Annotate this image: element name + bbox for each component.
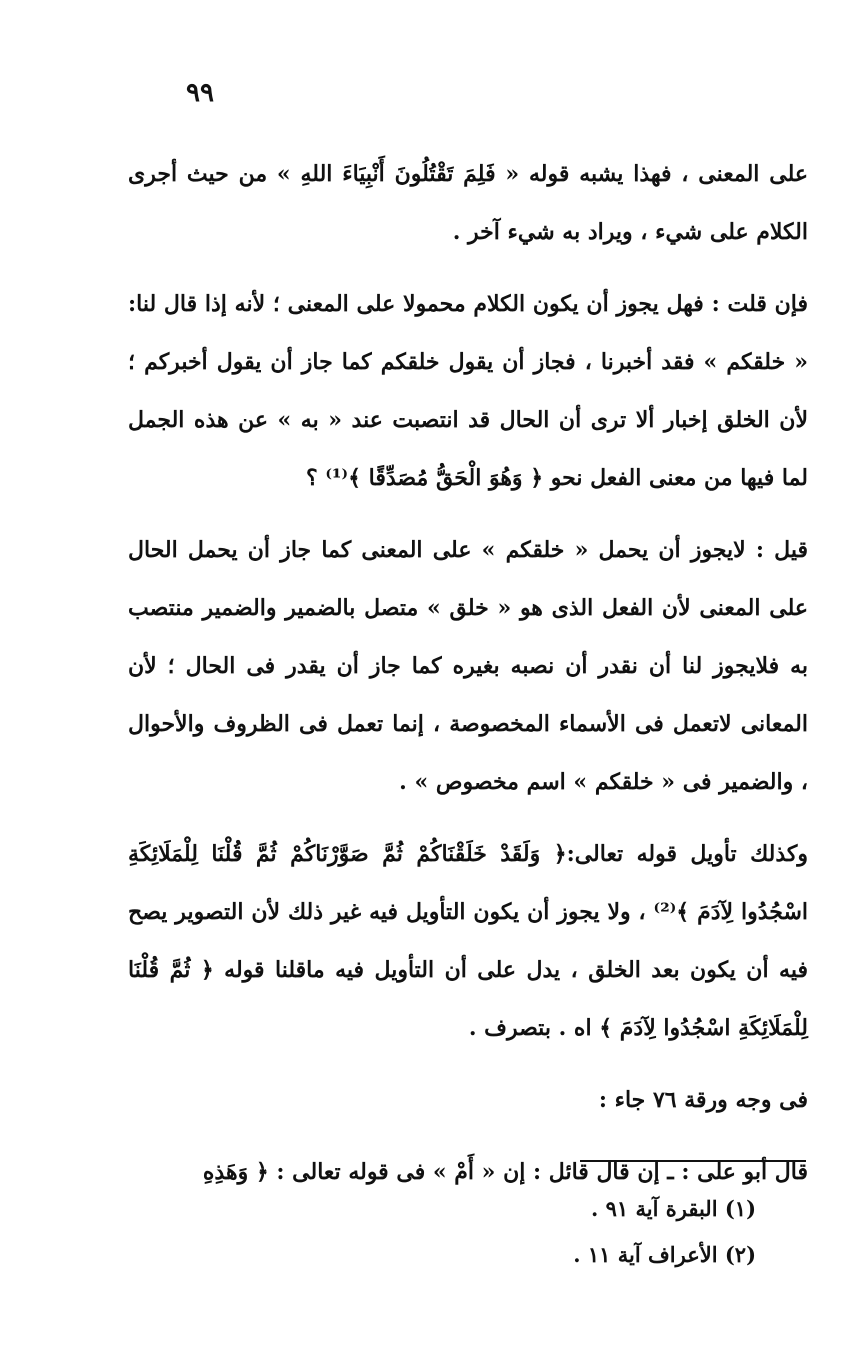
paragraph-3: قيل : لايجوز أن يحمل « خلقكم » على المعنى كما جاز أن يحمل الحال على المعنى لأن الفعل الذى هو « خلق » متصل بالضمير والضمير منتصب به فلايجوز لنا أن نقدر أن نصبه بغيره كما جاز أن يقدر فى الحال ؛ لأن المعانى لاتعمل فى الأسماء المخصوصة ، إنما تعمل فى الظروف والأحوال ، والضمير فى « خلقكم » اسم مخصوص » . [128, 537, 808, 795]
footnotes [420, 1186, 756, 1278]
main-text [128, 145, 808, 1215]
footnote-2: (٢) الأعراف آية ١١ . [573, 1242, 756, 1267]
paragraph-6: قال أبو على : ـ إن قال قائل : إن « أَمْ » فى قوله تعالى : ﴿ وَهَذِهِ [202, 1159, 808, 1185]
footnote-divider [580, 1160, 806, 1162]
page-number: ٩٩ [186, 78, 214, 108]
paragraph-1: على المعنى ، فهذا يشبه قوله « فَلِمَ تَقْتُلُونَ أَنْبِيَاءَ اللهِ » من حيث أجرى الكلام على شيء ، ويراد به شيء آخر . [128, 161, 808, 245]
paragraph-2: فإن قلت : فهل يجوز أن يكون الكلام محمولا على المعنى ؛ لأنه إذا قال لنا: « خلقكم » فقد أخبرنا ، فجاز أن يقول خلقكم كما جاز أن يقول أخبركم ؛ لأن الخلق إخبار ألا ترى أن الحال قد انتصبت عند « به » عن هذه الجمل لما فيها من معنى الفعل نحو ﴿ وَهُوَ الْحَقُّ مُصَدِّقًا ﴾⁽¹⁾ ؟ [128, 291, 808, 491]
paragraph-5: فى وجه ورقة ٧٦ جاء : [598, 1087, 808, 1113]
paragraph-4: وكذلك تأويل قوله تعالى:﴿ وَلَقَدْ خَلَقْنَاكُمْ ثُمَّ صَوَّرْنَاكُمْ ثُمَّ قُلْنَا لِلْمَلَائِكَةِ اسْجُدُوا لِآدَمَ ﴾⁽²⁾ ، ولا يجوز أن يكون التأويل فيه غير ذلك لأن التصوير يصح فيه أن يكون بعد الخلق ، يدل على أن التأويل فيه ماقلنا قوله ﴿ ثُمَّ قُلْنَا لِلْمَلَائِكَةِ اسْجُدُوا لِآدَمَ ﴾ اه . بتصرف . [128, 841, 808, 1041]
footnote-1: (١) البقرة آية ٩١ . [591, 1196, 756, 1221]
